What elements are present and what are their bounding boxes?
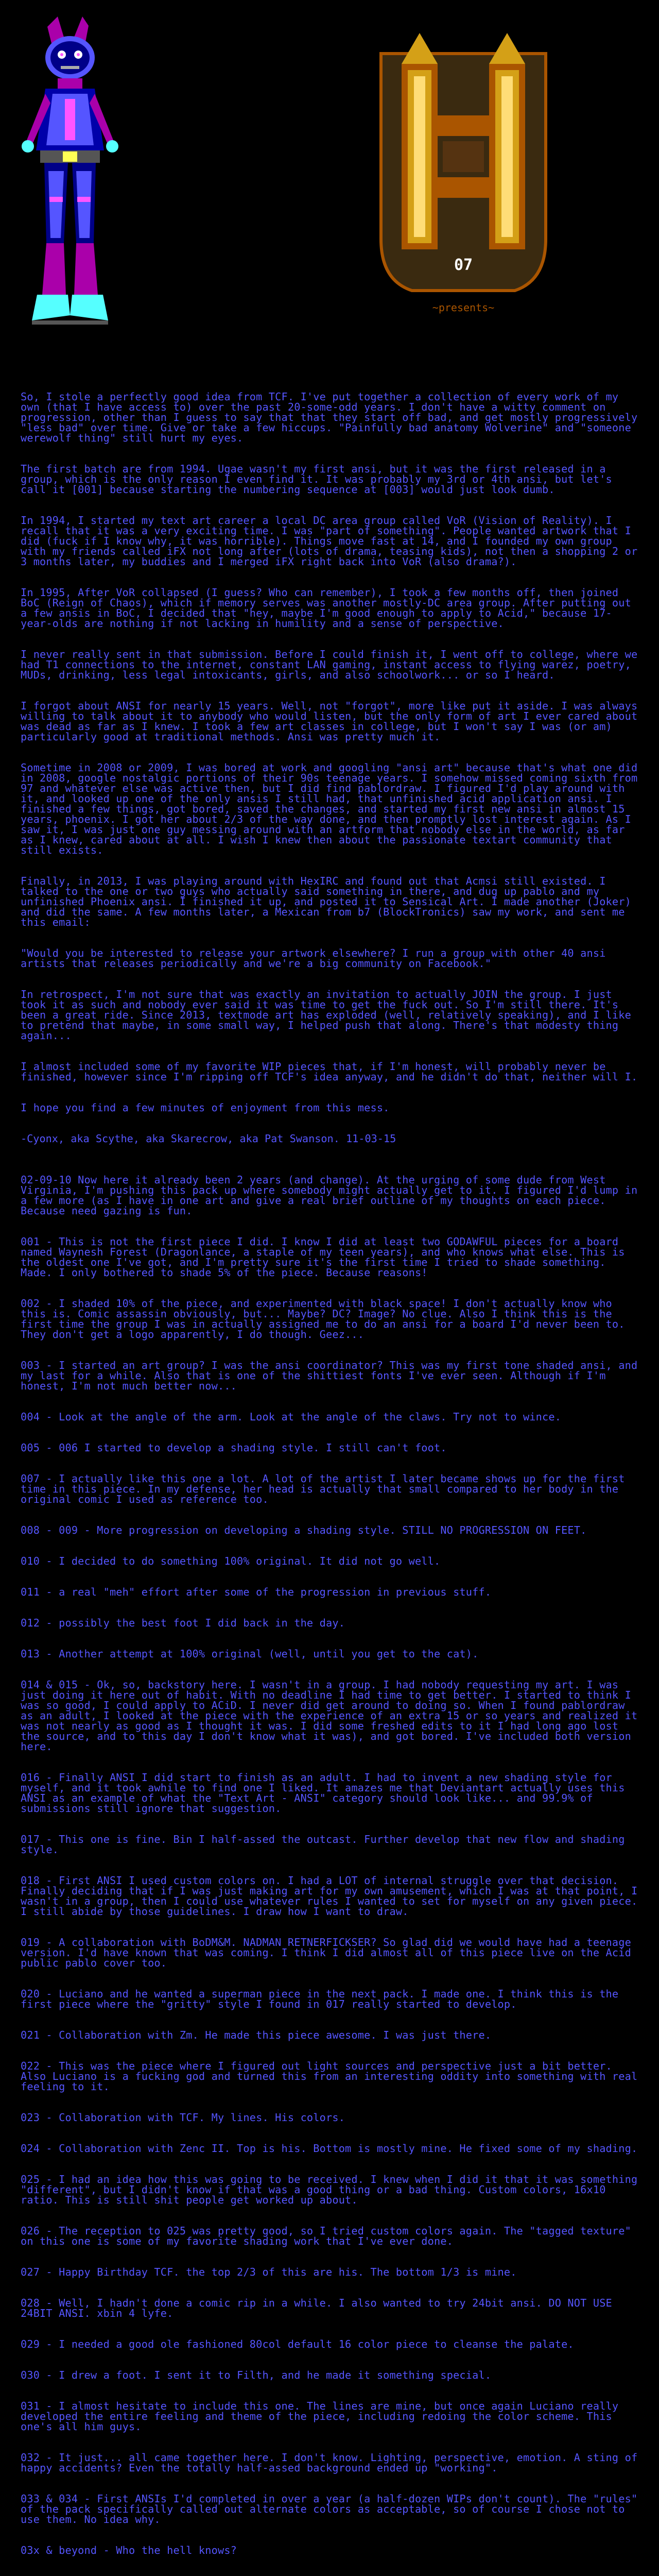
intro-paragraph: In 1995, After VoR collapsed (I guess? Who can remember), I took a few months off, then joined BoC (Reign of Chaos), which if memory serves was another mostly-DC area group. After putting out a few ansis in BoC, I decided that "hey, maybe I'm good enough to apply to Acid," because 17-year-olds are nothing if not lacking in humility and a sense of perspective. — [21, 586, 638, 630]
note-paragraph: 031 - I almost hesitate to include this one. The lines are mine, but once again Luciano really developed the entire feeling and theme of the piece, including redoing the color scheme. This one's all him guys. — [21, 2400, 625, 2433]
note-paragraph: 013 - Another attempt at 100% original (well, until you get to the cat). — [21, 1648, 479, 1660]
note-paragraph: 030 - I drew a foot. I sent it to Filth, and he made it something special. — [21, 2369, 492, 2381]
intro-paragraph: In 1994, I started my text art career a local DC area group called VoR (Vision of Reality). I recall that it was a very exciting time. I was "part of something". People wanted artwork that I did (fuck if I know why, it was horrible). Things move fast at 14, and I founded my own group with my friends called iFX not long after (lots of drama, teasing kids), not then a shopping 2 or 3 months later, my buddies and I merged iFX right back into VoR (also drama?). — [21, 514, 644, 568]
note-paragraph: 005 - 006 I started to develop a shading style. I still can't foot. — [21, 1442, 447, 1454]
note-paragraph: 026 - The reception to 025 was pretty good, so I tried custom colors again. The "tagged texture" on this one is some of my favorite shading work that I've ever done. — [21, 2225, 638, 2247]
note-paragraph: 03x & beyond - Who the hell knows? — [21, 2544, 237, 2556]
notes-section — [21, 1174, 644, 2556]
note-paragraph: 019 - A collaboration with BoDM&M. NADMAN RETNERFICKSER? So glad did we would have had a teenage version. I'd have known that was coming. I think I did almost all of this piece live on the Acid public pablo cover too. — [21, 1936, 638, 1969]
note-paragraph: 008 - 009 - More progression on developing a shading style. STILL NO PROGRESSION ON FEET. — [21, 1524, 587, 1536]
note-paragraph: 007 - I actually like this one a lot. A lot of the artist I later became shows up for the first time in this piece. In my defense, her head is actually that small compared to her body in the original comic I used as reference too. — [21, 1472, 631, 1505]
intro-paragraph: I never really sent in that submission. Before I could finish it, I went off to college, where we had T1 connections to the internet, constant LAN gaming, instant access to flying warez, poetry, MUDs, drinking, less legal intoxicants, girls, and also schoolwork... or so I heard. — [21, 648, 644, 681]
note-paragraph: 016 - Finally ANSI I did start to finish as an adult. I had to invent a new shading style for myself, and it took awhile to find one I liked. It amazes me that Deviantart actually uses this ANSI as an example of what the "Text Art - ANSI" category should look like... and 99.9% of submissions still ignore that suggestion. — [21, 1771, 631, 1815]
note-paragraph: 010 - I decided to do something 100% original. It did not go well. — [21, 1555, 441, 1567]
note-paragraph: 017 - This one is fine. Bin I half-assed the outcast. Further develop that new flow and shading style. — [21, 1833, 631, 1856]
intro-paragraph: I forgot about ANSI for nearly 15 years. Well, not "forgot", more like put it aside. I was always willing to talk about it to anybody who would listen, but the only form of art I ever cared about was dead as far as I knew. I took a few art classes in college, but I won't say I was (or am) particularly good at traditional methods. Ansi was pretty much it. — [21, 700, 644, 743]
ansi-logo-art — [360, 23, 566, 321]
note-paragraph: 004 - Look at the angle of the arm. Look at the angle of the claws. Try not to wince. — [21, 1411, 562, 1423]
note-paragraph: 018 - First ANSI I used custom colors on. I had a LOT of internal struggle over that decision. Finally deciding that if I was just making art for my own amusement, which I was at that point, I wasn't in a group, then I could use whatever rules I wanted to set for myself on any given piece. I still abide by those guidelines. I draw how I want to draw. — [21, 1874, 644, 1918]
note-paragraph: 032 - It just... all came together here. I don't know. Lighting, perspective, emotion. A sting of happy accidents? Even the totally half-assed background ended up "working". — [21, 2451, 644, 2474]
note-paragraph: 025 - I had an idea how this was going to be received. I knew when I did it that it was something "different", but I didn't know if that was a good thing or a bad thing. Custom colors, 16x10 ratio. This is still shit people get worked up about. — [21, 2173, 644, 2206]
intro-section — [21, 391, 644, 1114]
note-paragraph: 022 - This was the piece where I figured out light sources and perspective just a bit better. Also Luciano is a fucking god and turned this from an interesting oddity into something with real feeling to it. — [21, 2060, 644, 2093]
intro-paragraph: I hope you find a few minutes of enjoyment from this mess. — [21, 1101, 390, 1114]
note-paragraph: 014 & 015 - Ok, so, backstory here. I wasn't in a group. I had nobody requesting my art. I was just doing it here out of habit. With no deadline I had time to get better. I started to think I was so good, I could apply to ACiD. I never did get around to doing so. When I found pablordraw as an adult, I looked at the piece with the experience of an extra 15 or so years and realized it was not nearly as good as I thought it was. I did some freshed edits to it I had long ago lost the source, and to this day I don't know what it was), and got bored. I've included both version here. — [21, 1679, 644, 1753]
intro-paragraph: Finally, in 2013, I was playing around with HexIRC and found out that Acmsi still existed. I talked to the one or two guys who actually said something in there, and dug up pablo and my unfinished Phoenix ansi. I finished it up, and posted it to Sensical Art. I made another (Joker) and did the same. A few months later, a Mexican from b7 (BlockTronics) saw my work, and sent me this email: — [21, 875, 638, 928]
note-paragraph: 023 - Collaboration with TCF. My lines. His colors. — [21, 2111, 345, 2124]
intro-paragraph: "Would you be interested to release your artwork elsewhere? I run a group with other 40 ansi artists that releases periodically and we're a big community on Facebook." — [21, 947, 612, 970]
author-signature: -Cyonx, aka Scythe, aka Skarecrow, aka Pat Swanson. 11-03-15 — [21, 1132, 396, 1145]
intro-paragraph: The first batch are from 1994. Ugae wasn't my first ansi, but it was the first released in a group, which is the only reason I even find it. It was probably my 3rd or 4th ansi, but let's call it [001] because starting the numbering sequence at [003] would just look dumb. — [21, 463, 619, 496]
note-paragraph: 011 - a real "meh" effort after some of the progression in previous stuff. — [21, 1586, 492, 1598]
intro-paragraph: In retrospect, I'm not sure that was exactly an invitation to actually JOIN the group. I just took it as such and nobody ever said it was time to get the fuck out. So I'm still there. It's been a great ride. Since 2013, textmode art has exploded (well, relatively speaking), and I like to pretend that maybe, in some small way, I helped push that along. There's that modesty thing again... — [21, 988, 638, 1042]
note-paragraph: 024 - Collaboration with Zenc II. Top is his. Bottom is mostly mine. He fixed some of my shading. — [21, 2142, 638, 2155]
ansi-creature-art — [16, 16, 124, 328]
note-paragraph: 027 - Happy Birthday TCF. the top 2/3 of this are his. The bottom 1/3 is mine. — [21, 2266, 517, 2278]
note-paragraph: 012 - possibly the best foot I did back in the day. — [21, 1617, 345, 1629]
note-paragraph: 029 - I needed a good ole fashioned 80col default 16 color piece to cleanse the palate. — [21, 2338, 574, 2350]
note-paragraph: 001 - This is not the first piece I did. I know I did at least two GODAWFUL pieces for a board named Waynesh Forest (Dragonlance, a staple of my teen years), and who knows what else. This is the oldest one I've got, and I'm pretty sure it's the first time I tried to shade something. Made. I only bothered to shade 5% of the piece. Because reasons! — [21, 1235, 631, 1279]
note-paragraph: 003 - I started an art group? I was the ansi coordinator? This was my first tone shaded ansi, and my last for a while. Also that is one of the shittiest fonts I've ever seen. Although if I'm honest, I'm not much better now... — [21, 1359, 644, 1392]
intro-paragraph: Sometime in 2008 or 2009, I was bored at work and googling "ansi art" because that's what one did in 2008, google nostalgic portions of their 90s teenage years. I somehow missed coming sixth from 97 and whatever else was active then, but I did find pablordraw. I figured I'd play around with it, and looked up one of the only ansis I still had, that unfinished acid application ansi. I finished a few things, got bored, saved the changes, and started my first new ansi in almost 15 years, phoenix. I got her about 2/3 of the way done, and then promptly lost interest again. As I saw it, I was just one guy messing around with an artform that nobody else in the world, as far as I knew, cared about at all. I wish I knew then about the passionate textart community that still exists. — [21, 761, 644, 856]
note-paragraph: 002 - I shaded 10% of the piece, and experimented with black space! I don't actually know who this is. Comic assassin obviously, but... Maybe? DC? Image? No clue. Also I think this is the first time the group I was in actually assigned me to do an ansi for a board I'd never been to. They don't get a logo apparently, I do though. Geez... — [21, 1297, 631, 1341]
intro-paragraph: So, I stole a perfectly good idea from TCF. I've put together a collection of every work of my own (that I have access to) over the past 20-some-odd years. I don't have a witty comment on progression, other than I guess to say that that they start off bad, and get mostly progressively "less bad" over time. Give or take a few hiccups. "Painfully bad anatomy Wolverine" and "someone werewolf thing" still hurt my eyes. — [21, 391, 644, 444]
note-paragraph: 028 - Well, I hadn't done a comic rip in a while. I also wanted to try 24bit ansi. DO NOT USE 24BIT ANSI. xbin 4 lyfe. — [21, 2297, 619, 2319]
note-paragraph: 020 - Luciano and he wanted a superman piece in the next pack. I made one. I think this is the first piece where the "gritty" style I found in 017 really started to develop. — [21, 1988, 625, 2010]
note-paragraph: 033 & 034 - First ANSIs I'd completed in over a year (a half-dozen WIPs don't count). The "rules" of the pack specifically called out alternate colors as acceptable, so of course I chose not to use them. No idea why. — [21, 2493, 644, 2526]
logo-number: 07 — [454, 256, 473, 274]
intro-paragraph: I almost included some of my favorite WIP pieces that, if I'm honest, will probably never be finished, however since I'm ripping off TCF's idea anyway, and he didn't do that, neither will I. — [21, 1060, 638, 1083]
logo-caption: ~presents~ — [432, 301, 495, 314]
note-paragraph: 02-09-10 Now here it already been 2 years (and change). At the urging of some dude from West Virginia, I'm pushing this pack up where somebody might actually get to it. I figured I'd lump in a few more (as I have in one art and give a real brief outline of my thoughts on each piece. Because need gazing is fun. — [21, 1174, 644, 1217]
article-body — [21, 391, 644, 2576]
note-paragraph: 021 - Collaboration with Zm. He made this piece awesome. I was just there. — [21, 2029, 492, 2041]
